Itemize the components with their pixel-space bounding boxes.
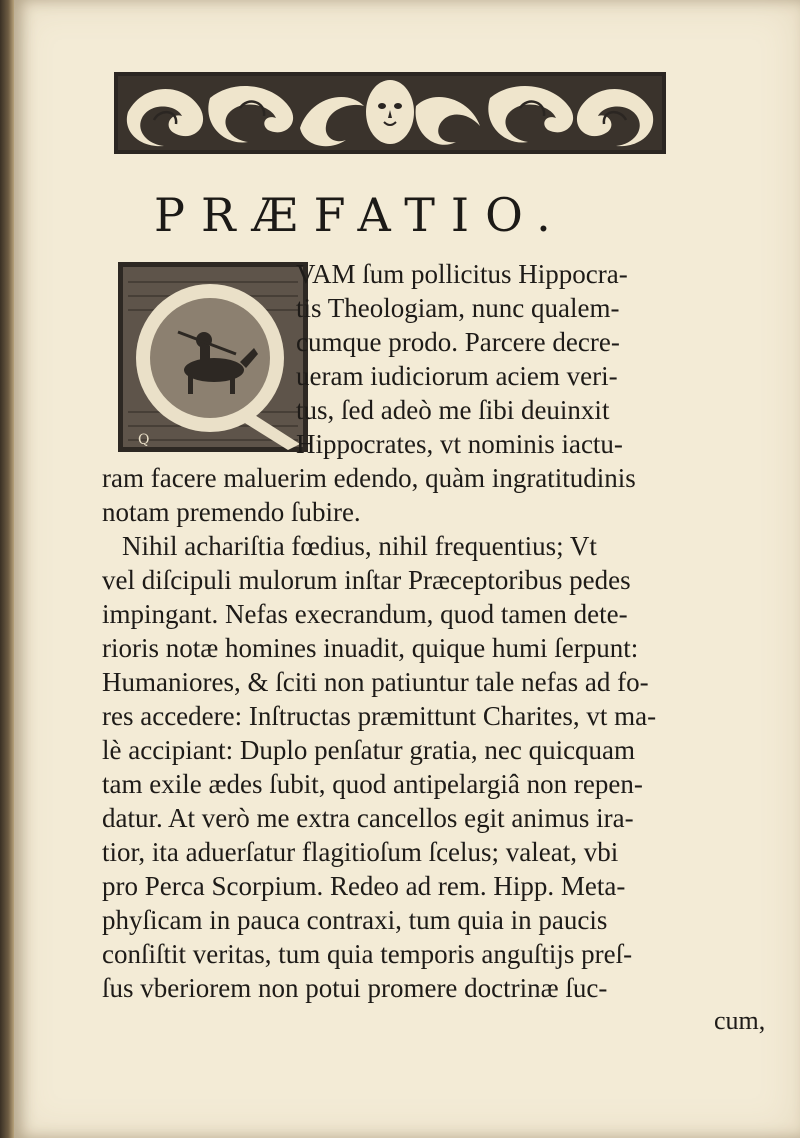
drop-cap-woodcut [118,262,308,452]
text-line: Humaniores, & ſciti non patiuntur tale nefas ad fo- [102,667,649,697]
text-line: notam premendo ſubire. [102,497,361,527]
book-gutter-edge [0,0,14,1138]
text-line: ſus vberiorem non potui promere doctrinæ ſuc- [102,973,608,1003]
text-line: res accedere: Inſtructas præmittunt Charites, vt ma- [102,701,657,731]
text-line: cumque prodo. Parcere decre- [296,327,620,357]
text-line: tis Theologiam, nunc qualem- [296,293,620,323]
page-title: PRÆFATIO. [154,188,567,242]
text-line: rioris notæ homines inuadit, quique humi ſerpunt: [102,633,639,663]
text-line: conſiſtit veritas, tum quia temporis anguſtijs preſ- [102,939,633,969]
text-line: phyſicam in pauca contraxi, tum quia in paucis [102,905,608,935]
text-line: tior, ita aduerſatur flagitioſum ſcelus; valeat, vbi [102,837,619,867]
text-line: impingant. Nefas execrandum, quod tamen dete- [102,599,628,629]
text-line: datur. At verò me extra cancellos egit animus ira- [102,803,634,833]
book-page [14,0,800,1138]
text-line: Hippocrates, vt nominis iactu- [296,429,623,459]
text-line: Nihil achariſtia fœdius, nihil frequentius; Vt [122,531,597,561]
text-line: ueram iudiciorum aciem veri- [296,361,618,391]
ornamental-headpiece [114,68,666,158]
drop-cap-letter: Q [138,432,150,448]
text-line: lè accipiant: Duplo penſatur gratia, nec quicquam [102,735,636,765]
catchword: cum, [714,1006,766,1035]
text-line: tus, ſed adeò me ſibi deuinxit [296,395,610,425]
text-line: vel diſcipuli mulorum inſtar Præceptoribus pedes [102,565,631,595]
text-line: ram facere maluerim edendo, quàm ingratitudinis [102,463,636,493]
text-line: tam exile ædes ſubit, quod antipelargiâ non repen- [102,769,643,799]
text-line: VAM ſum pollicitus Hippocra- [296,259,628,289]
text-line: pro Perca Scorpium. Redeo ad rem. Hipp. Meta- [102,871,626,901]
